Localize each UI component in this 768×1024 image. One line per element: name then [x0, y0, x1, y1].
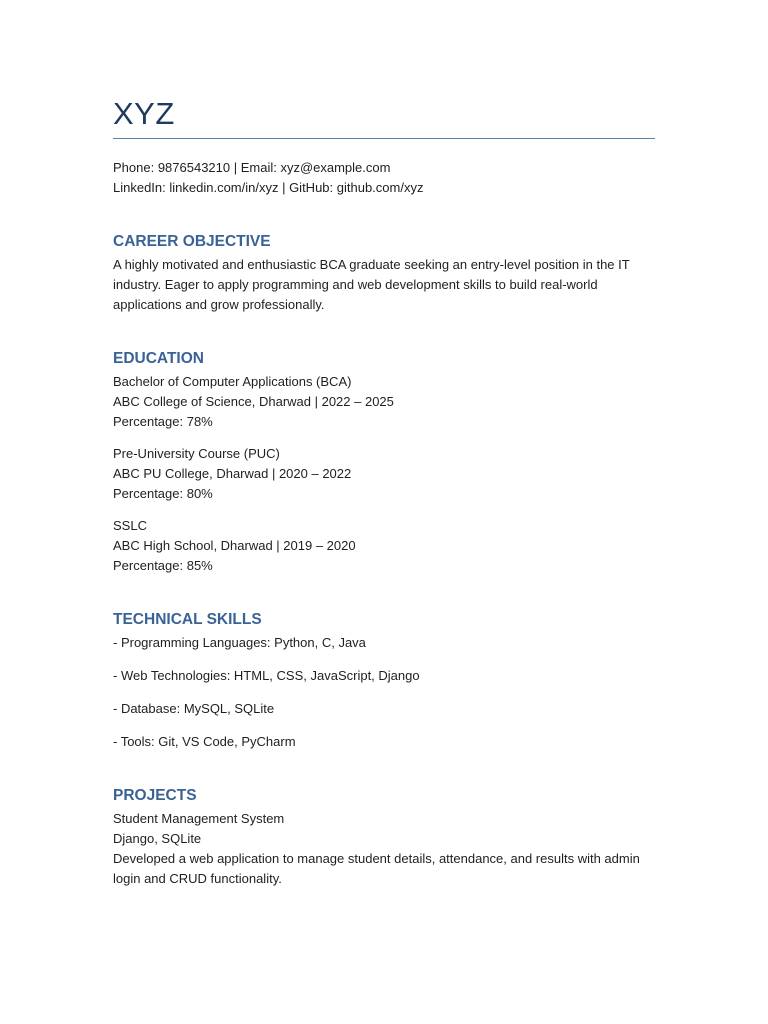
skill-item: - Web Technologies: HTML, CSS, JavaScript, Django — [113, 668, 420, 683]
skill-item: - Database: MySQL, SQLite — [113, 701, 275, 716]
objective-line: industry. Eager to apply programming and web development skills to build real-world — [113, 277, 598, 292]
skill-item: - Programming Languages: Python, C, Java — [113, 635, 366, 650]
contact-info — [113, 158, 655, 198]
resume-page — [113, 94, 655, 889]
skills-list — [113, 633, 655, 752]
project-stack: Django, SQLite — [113, 831, 202, 846]
education-degree: Bachelor of Computer Applications (BCA) — [113, 374, 352, 389]
education-score: Percentage: 80% — [113, 486, 213, 501]
section-title-objective: CAREER OBJECTIVE — [113, 233, 271, 250]
project-description-line: login and CRUD functionality. — [113, 871, 282, 886]
education-institution: ABC PU College, Dharwad | 2020 – 2022 — [113, 466, 352, 481]
project-name: Student Management System — [113, 811, 285, 826]
education-degree: SSLC — [113, 518, 147, 533]
projects-section — [113, 785, 655, 889]
career-objective-section — [113, 231, 655, 315]
education-entry — [113, 516, 655, 576]
objective-text — [113, 255, 655, 315]
objective-line: applications and grow professionally. — [113, 297, 325, 312]
education-entry — [113, 372, 655, 432]
skill-item: - Tools: Git, VS Code, PyCharm — [113, 734, 296, 749]
contact-line-phone-email: Phone: 9876543210 | Email: xyz@example.com — [113, 160, 391, 175]
education-entry — [113, 444, 655, 504]
section-title-education: EDUCATION — [113, 350, 204, 367]
objective-line: A highly motivated and enthusiastic BCA graduate seeking an entry-level position in the IT — [113, 257, 630, 272]
education-degree: Pre-University Course (PUC) — [113, 446, 280, 461]
education-section — [113, 348, 655, 576]
education-institution: ABC High School, Dharwad | 2019 – 2020 — [113, 538, 356, 553]
project-entry — [113, 809, 655, 889]
education-institution: ABC College of Science, Dharwad | 2022 – 2025 — [113, 394, 394, 409]
contact-line-links: LinkedIn: linkedin.com/in/xyz | GitHub: github.com/xyz — [113, 180, 424, 195]
header-divider — [113, 138, 655, 139]
candidate-name: XYZ — [113, 96, 175, 131]
section-title-projects: PROJECTS — [113, 787, 197, 804]
technical-skills-section — [113, 609, 655, 752]
section-title-skills: TECHNICAL SKILLS — [113, 611, 262, 628]
education-score: Percentage: 78% — [113, 414, 213, 429]
education-score: Percentage: 85% — [113, 558, 213, 573]
education-list — [113, 372, 655, 576]
project-description-line: Developed a web application to manage student details, attendance, and results with admin — [113, 851, 640, 866]
